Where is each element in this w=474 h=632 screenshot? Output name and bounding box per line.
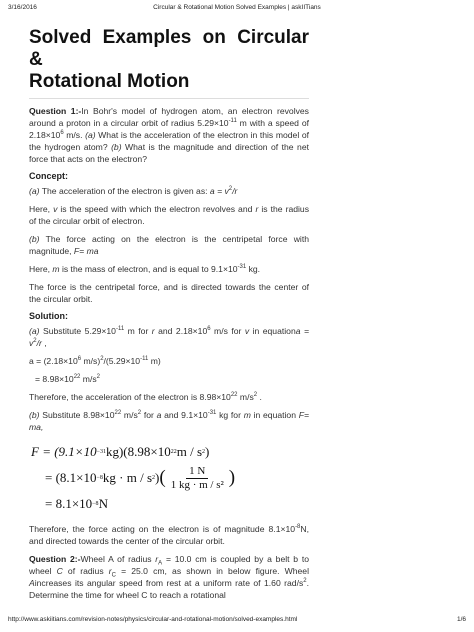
text: and 9.1×10 <box>161 410 208 420</box>
text: m/s <box>121 410 138 420</box>
exp: -31 <box>207 410 217 417</box>
q1-text: What is the acceleration of the electron in this model of the hydrogen atom? <box>29 130 309 152</box>
q1-text: m/s. <box>63 130 86 140</box>
exp: -11 <box>140 356 149 363</box>
question-2-label: Question 2:- <box>29 554 81 564</box>
formula: F= ma <box>73 246 99 256</box>
solution-para-4 <box>29 391 309 403</box>
q1-exp: 6 <box>60 130 64 137</box>
text: increases its angular speed from rest at a uniform rate of 1.60 rad/s <box>34 578 304 588</box>
part-label: (b) <box>29 234 40 244</box>
exp: 2 <box>100 356 104 363</box>
var: v <box>53 204 58 214</box>
var: C <box>56 566 63 576</box>
solution-para-5 <box>29 409 309 433</box>
sub: A <box>158 560 163 567</box>
eq-text: kg)(8.98×10 <box>105 444 171 459</box>
text: is the radius of the circular orbit of electron. <box>29 204 309 226</box>
text: Here, <box>29 204 54 214</box>
text: is the speed with which the electron revolves and <box>57 204 256 214</box>
text: Therefore, the acceleration of the electron is 8.98×10 <box>29 392 231 402</box>
exp: 2 <box>228 186 233 193</box>
var: a <box>156 410 162 420</box>
text: Here, <box>29 264 53 274</box>
text: a = (2.18×10 <box>29 356 78 366</box>
concept-para-5: The force is the centripetal force, and is directed towards the center of the circular orbit. <box>29 282 309 304</box>
equation-line-3: = 8.1×10 −8 N <box>31 491 309 517</box>
solution-para-6 <box>29 523 309 547</box>
text: Substitute 8.98×10 <box>39 410 115 420</box>
exp: 22 <box>73 374 81 381</box>
concept-para-4 <box>29 263 309 275</box>
text: is the mass of electron, and is equal to 9.1×10 <box>59 264 238 274</box>
title-divider <box>29 98 309 99</box>
exp: 2 <box>33 338 37 345</box>
var: r <box>108 566 112 576</box>
paren-close: ) <box>228 467 236 488</box>
q1-exp: -11 <box>228 118 237 125</box>
print-url: http://www.askiitians.com/revision-notes/physics/circular-and-rotational-motion/solved-examples.html <box>8 616 298 623</box>
part-label: (b) <box>29 410 40 420</box>
var: A <box>29 578 35 588</box>
text: /(5.29×10 <box>103 356 141 366</box>
part-label: (a) <box>29 326 40 336</box>
exp: 2 <box>303 578 307 585</box>
print-title: Circular & Rotational Motion Solved Examples | askIITians <box>153 4 321 11</box>
force-equation <box>31 439 309 517</box>
var: v <box>244 326 250 336</box>
text: m/s) <box>81 356 101 366</box>
q1-text: m with a speed of 2.18×10 <box>29 118 309 140</box>
formula: a = v <box>29 326 309 348</box>
text: Wheel A of radius <box>80 554 156 564</box>
fraction-denominator: 1 kg · m / s² <box>170 478 224 491</box>
text: for <box>141 410 157 420</box>
text: m for <box>124 326 152 336</box>
exp: 22 <box>230 392 238 399</box>
text: N, and directed towards the center of the circular orbit. <box>29 524 309 546</box>
text: The acceleration of the electron is given as: <box>39 186 210 196</box>
page-title-line1: Solved Examples on Circular & <box>29 27 309 70</box>
text: m) <box>148 356 161 366</box>
paren-open: ( <box>159 467 166 488</box>
concept-para-2 <box>29 203 309 227</box>
exp: 22 <box>114 410 122 417</box>
q1-part-b: (b) <box>111 142 122 152</box>
exp: -8 <box>295 524 301 531</box>
text: , <box>41 338 47 348</box>
solution-para-2 <box>29 355 309 367</box>
print-date: 3/16/2016 <box>8 4 37 11</box>
text: Therefore, the force acting on the electron is of magnitude 8.1×10 <box>29 524 296 534</box>
solution-para-1 <box>29 325 309 349</box>
eq-text: = 8.1×10 <box>45 496 93 511</box>
eq-text: ) <box>155 470 160 485</box>
text: and 2.18×10 <box>154 326 208 336</box>
text: in equation <box>249 326 296 336</box>
exp: 6 <box>77 356 82 363</box>
eq-text: = (8.1×10 <box>45 470 97 485</box>
eq-text: kg · m / s <box>102 470 153 485</box>
concept-para-1 <box>29 185 309 197</box>
text: m/s for <box>210 326 245 336</box>
article <box>29 27 309 607</box>
page-number: 1/6 <box>456 616 466 623</box>
var: r <box>155 554 159 564</box>
solution-para-3 <box>29 373 309 385</box>
formula: F= ma, <box>29 410 309 432</box>
var: m <box>52 264 60 274</box>
exp: 6 <box>207 326 211 333</box>
eq-text: m / s <box>176 444 203 459</box>
text: . <box>257 392 262 402</box>
page-title <box>29 27 309 93</box>
text: = 25.0 cm, as shown in below figure. Wheel <box>115 566 309 576</box>
exp: 2 <box>96 374 100 381</box>
question-2 <box>29 553 309 601</box>
concept-heading: Concept: <box>29 171 68 181</box>
formula: /r <box>232 186 238 196</box>
q1-text: What is the magnitude and direction of the net force that acts on the electron? <box>29 142 309 164</box>
q1-text: In Bohr's model of hydrogen atom, an electron revolves around a proton in a circular orbit of radius 5.29×10 <box>29 106 309 128</box>
exp: -11 <box>115 326 125 333</box>
text: . Determine the time for wheel C to reach a rotational <box>29 578 309 600</box>
fraction-numerator: 1 N <box>186 465 208 479</box>
sub: C <box>111 572 116 579</box>
unit-fraction <box>168 465 227 492</box>
text: Substitute 5.29×10 <box>39 326 116 336</box>
text: The force acting on the electron is the centripetal force with magnitude, <box>29 234 309 256</box>
exp: -31 <box>237 264 247 271</box>
text: kg for <box>216 410 244 420</box>
text: kg. <box>246 264 261 274</box>
eq-text: F = (9.1×10 <box>31 444 97 459</box>
question-1 <box>29 105 309 165</box>
formula: /r <box>36 338 42 348</box>
exp: 2 <box>253 392 258 399</box>
concept-para-3 <box>29 233 309 257</box>
equation-line-1: F = (9.1×10 −31 kg)(8.98×10 22 m / s 2 ) <box>31 439 309 465</box>
text: = 8.98×10 <box>35 374 74 384</box>
equation-line-2: = (8.1×10 −8 kg · m / s 2 ) ( $\frac{1 N}{\text{1 kg · m / s²}}$ ) <box>45 464 236 491</box>
text: in equation <box>250 410 299 420</box>
page-title-line2: Rotational Motion <box>29 71 190 92</box>
question-1-label: Question 1:- <box>29 106 82 116</box>
text: = 10.0 cm is coupled by a belt b to wheel <box>29 554 310 576</box>
eq-text: N <box>98 496 108 511</box>
solution-heading: Solution: <box>29 311 68 321</box>
part-label: (a) <box>29 186 40 196</box>
text: m/s <box>80 374 97 384</box>
q1-part-a: (a) <box>85 130 96 140</box>
var: m <box>243 410 251 420</box>
text: m/s <box>237 392 254 402</box>
var: r <box>255 204 259 214</box>
eq-text: ) <box>205 444 210 459</box>
exp: 2 <box>137 410 142 417</box>
text: of radius <box>62 566 109 576</box>
var: r <box>151 326 155 336</box>
formula: a = v <box>209 186 229 196</box>
